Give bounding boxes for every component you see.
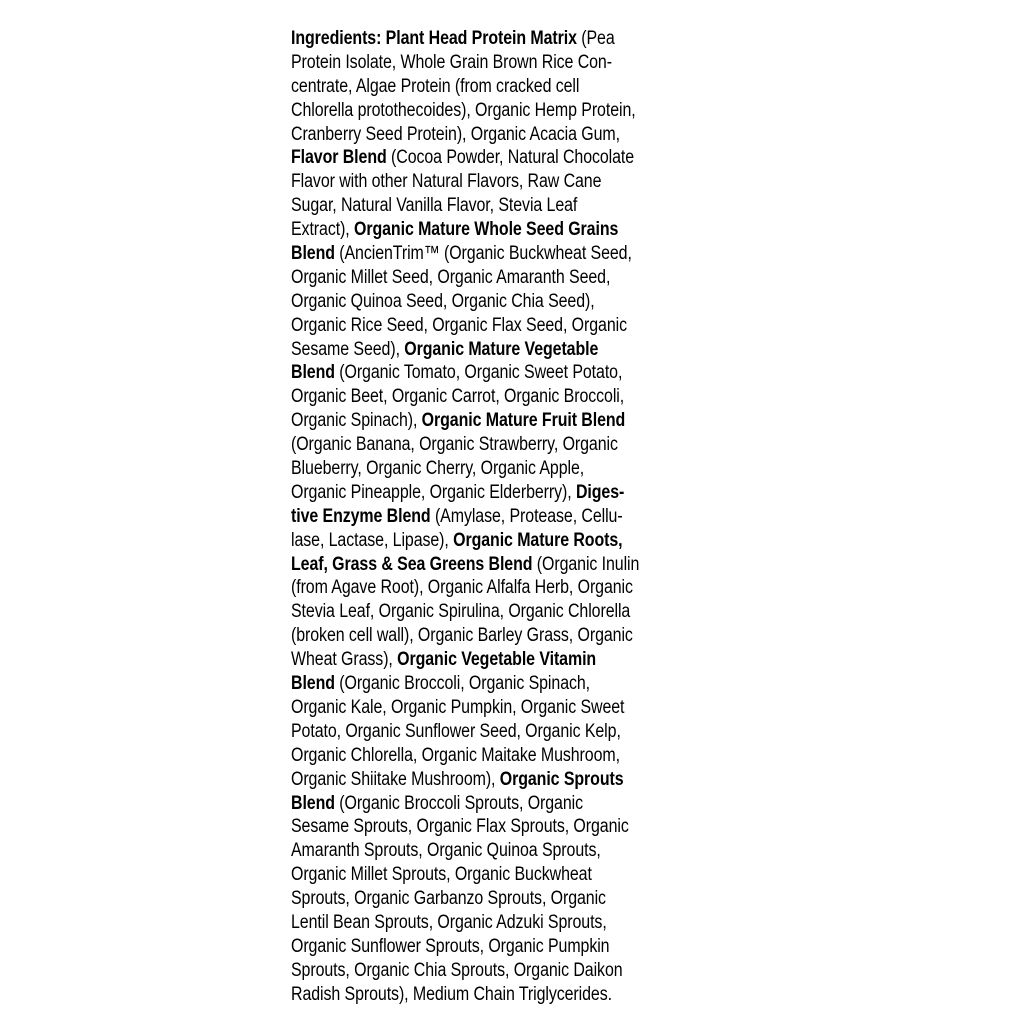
ingredient-text: Sprouts, Organic Garbanzo Sprouts, Organic: [291, 888, 606, 910]
ingredients-line: [291, 959, 644, 983]
ingredient-text: Sprouts, Organic Chia Sprouts, Organic Daikon: [291, 959, 623, 981]
ingredients-line: [291, 911, 644, 935]
ingredients-line: [291, 361, 644, 385]
ingredients-line: [291, 433, 644, 457]
ingredient-text: (Organic Broccoli, Organic Spinach,: [334, 673, 591, 695]
ingredients-line: [291, 170, 644, 194]
ingredient-blend-heading: Blend: [291, 243, 335, 265]
ingredients-line: [291, 696, 644, 720]
ingredient-text: Organic Millet Seed, Organic Amaranth Seed,: [291, 266, 611, 288]
ingredient-text: Sugar, Natural Vanilla Flavor, Stevia Leaf: [291, 195, 578, 217]
ingredient-text: Organic Sunflower Sprouts, Organic Pumpkin: [291, 935, 610, 957]
ingredients-line: [291, 218, 644, 242]
ingredient-blend-heading: Organic Mature Roots,: [453, 529, 623, 551]
ingredients-line: [291, 146, 644, 170]
ingredients-line: [291, 266, 644, 290]
ingredients-line: [291, 553, 644, 577]
ingredient-text: Radish Sprouts), Medium Chain Triglycerides.: [291, 983, 612, 1005]
ingredient-blend-heading: Diges-: [575, 481, 625, 503]
ingredients-line: [291, 409, 644, 433]
ingredient-text: (from Agave Root), Organic Alfalfa Herb, Organic: [291, 577, 633, 599]
ingredient-text: Flavor with other Natural Flavors, Raw Cane: [291, 171, 602, 193]
ingredient-text: Organic Spinach),: [291, 410, 422, 432]
ingredients-line: [291, 27, 644, 51]
ingredients-line: [291, 99, 644, 123]
ingredients-line: [291, 123, 644, 147]
ingredient-blend-heading: Blend: [291, 673, 335, 695]
ingredient-blend-heading: Ingredients: Plant Head Protein Matrix: [291, 28, 577, 49]
ingredients-line: [291, 242, 644, 266]
ingredient-text: Amaranth Sprouts, Organic Quinoa Sprouts,: [291, 840, 601, 862]
ingredient-text: (Organic Broccoli Sprouts, Organic: [334, 792, 584, 814]
ingredients-line: [291, 529, 644, 553]
ingredient-text: (Organic Banana, Organic Strawberry, Organic: [291, 434, 618, 456]
ingredients-line: [291, 720, 644, 744]
ingredient-text: (AncienTrim™ (Organic Buckwheat Seed,: [334, 243, 632, 265]
ingredient-text: Organic Millet Sprouts, Organic Buckwheat: [291, 864, 592, 886]
ingredient-text: Cranberry Seed Protein), Organic Acacia Gum,: [291, 123, 620, 145]
ingredient-text: Sesame Seed),: [291, 338, 405, 360]
ingredients-line: [291, 194, 644, 218]
ingredient-blend-heading: Organic Vegetable Vitamin: [397, 649, 597, 671]
ingredient-text: Blueberry, Organic Cherry, Organic Apple,: [291, 458, 585, 480]
ingredients-line: [291, 457, 644, 481]
ingredients-line: [291, 290, 644, 314]
ingredient-text: Stevia Leaf, Organic Spirulina, Organic Chlorella: [291, 601, 631, 623]
ingredient-text: Organic Quinoa Seed, Organic Chia Seed),: [291, 290, 595, 312]
ingredients-line: [291, 839, 644, 863]
ingredient-blend-heading: Flavor Blend: [291, 147, 387, 169]
ingredients-line: [291, 815, 644, 839]
ingredient-text: lase, Lactase, Lipase),: [291, 529, 454, 551]
ingredients-line: [291, 75, 644, 99]
ingredient-text: (Organic Inulin: [532, 553, 640, 575]
ingredient-text: (broken cell wall), Organic Barley Grass, Organic: [291, 625, 633, 647]
ingredients-line: [291, 338, 644, 362]
ingredient-blend-heading: tive Enzyme Blend: [291, 505, 431, 527]
ingredients-line: [291, 648, 644, 672]
ingredient-text: Wheat Grass),: [291, 649, 398, 671]
ingredient-blend-heading: Blend: [291, 792, 335, 814]
ingredients-line: [291, 935, 644, 959]
ingredient-text: (Amylase, Protease, Cellu-: [430, 505, 623, 527]
ingredients-line: [291, 505, 644, 529]
ingredients-line: [291, 768, 644, 792]
ingredient-text: Organic Rice Seed, Organic Flax Seed, Organic: [291, 314, 627, 336]
ingredient-text: centrate, Algae Protein (from cracked cell: [291, 75, 580, 97]
ingredients-panel: [291, 27, 711, 1007]
ingredient-text: Organic Shiitake Mushroom),: [291, 768, 500, 790]
ingredients-line: [291, 983, 644, 1007]
ingredient-blend-heading: Leaf, Grass & Sea Greens Blend: [291, 553, 533, 575]
ingredient-blend-heading: Organic Mature Fruit Blend: [421, 410, 626, 432]
ingredient-text: Organic Kale, Organic Pumpkin, Organic Sweet: [291, 696, 625, 718]
ingredient-text: Chlorella protothecoides), Organic Hemp Protein,: [291, 99, 636, 121]
ingredient-text: Sesame Sprouts, Organic Flax Sprouts, Organic: [291, 816, 629, 838]
ingredient-text: (Pea: [576, 28, 615, 49]
ingredient-blend-heading: Organic Mature Vegetable: [404, 338, 599, 360]
ingredient-text: Protein Isolate, Whole Grain Brown Rice Con-: [291, 51, 612, 73]
ingredients-line: [291, 672, 644, 696]
ingredient-blend-heading: Organic Sprouts: [499, 768, 624, 790]
ingredients-line: [291, 744, 644, 768]
ingredient-blend-heading: Organic Mature Whole Seed Grains: [354, 219, 619, 241]
ingredients-line: [291, 576, 644, 600]
ingredients-line: [291, 600, 644, 624]
ingredients-line: [291, 385, 644, 409]
ingredients-line: [291, 481, 644, 505]
ingredient-text: (Organic Tomato, Organic Sweet Potato,: [334, 362, 623, 384]
ingredient-blend-heading: Blend: [291, 362, 335, 384]
ingredient-text: Potato, Organic Sunflower Seed, Organic Kelp,: [291, 720, 621, 742]
ingredients-line: [291, 792, 644, 816]
ingredient-text: (Cocoa Powder, Natural Chocolate: [386, 147, 635, 169]
ingredients-line: [291, 314, 644, 338]
ingredients-line: [291, 624, 644, 648]
ingredient-text: Organic Beet, Organic Carrot, Organic Broccoli,: [291, 386, 625, 408]
ingredient-text: Organic Chlorella, Organic Maitake Mushroom,: [291, 744, 620, 766]
ingredient-text: Organic Pineapple, Organic Elderberry),: [291, 481, 576, 503]
ingredient-text: Lentil Bean Sprouts, Organic Adzuki Sprouts,: [291, 911, 607, 933]
ingredients-line: [291, 51, 644, 75]
ingredient-text: Extract),: [291, 219, 355, 241]
ingredients-line: [291, 887, 644, 911]
ingredients-line: [291, 863, 644, 887]
